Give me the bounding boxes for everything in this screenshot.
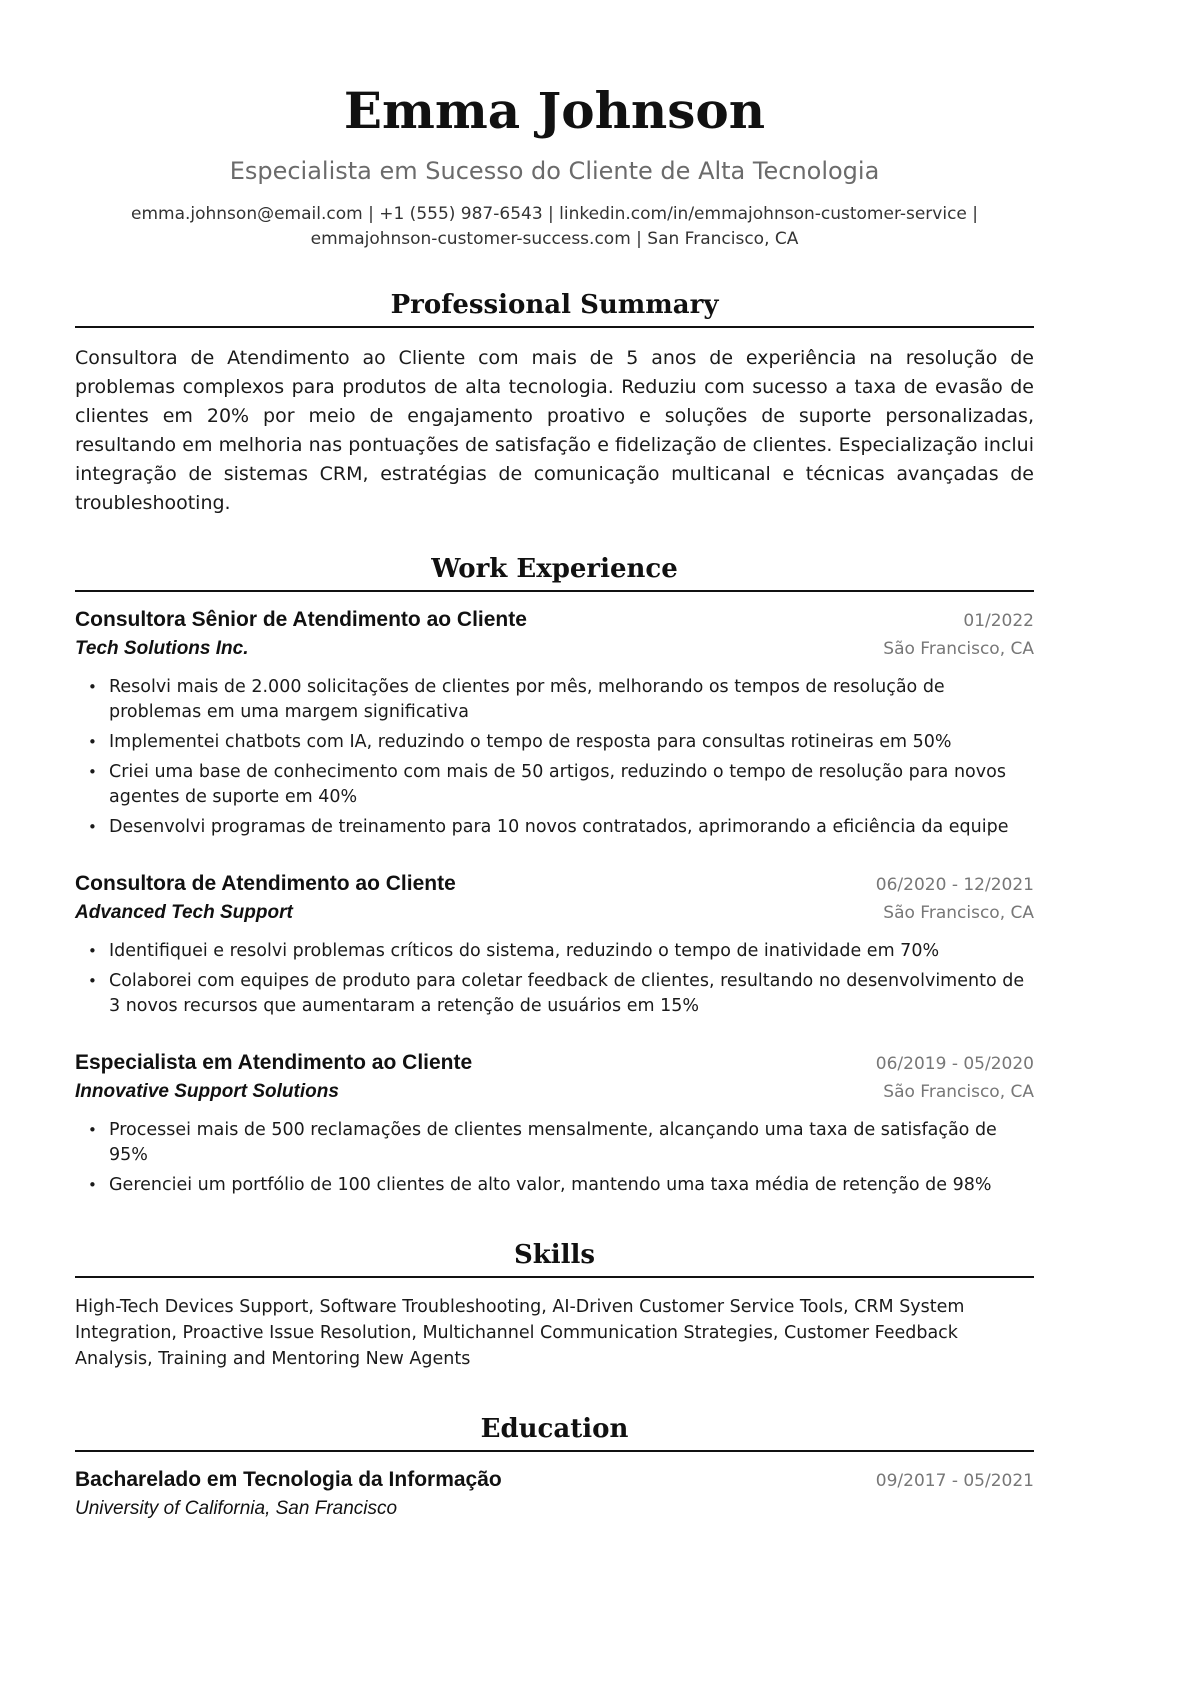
education-entry (75, 1466, 1034, 1523)
education-date: 09/2017 - 05/2021 (875, 1471, 1034, 1491)
job-bullet: • Criei uma base de conhecimento com mais de 50 artigos, reduzindo o tempo de resolução para novos agentes de suporte em 40% (75, 760, 1034, 810)
job-entry (75, 870, 1034, 1019)
candidate-headline: Especialista em Sucesso do Cliente de Alta Tecnologia (229, 157, 880, 185)
summary-text: Consultora de Atendimento ao Cliente com mais de 5 anos de experiência na resolução de problemas complexos para produtos de alta tecnologia. Reduziu com sucesso a taxa de evasão de clientes em 20% por meio de engajamento proativo e soluções de suporte personalizadas, resultando em melhoria nas pontuações de satisfação e fidelização de clientes. Especialização inclui integração de sistemas CRM, estratégias de comunicação multicanal e técnicas avançadas de troubleshooting. (75, 347, 1034, 514)
contact-line: emmajohnson-customer-success.com | San Francisco, CA (310, 229, 799, 249)
job-bullet: • Desenvolvi programas de treinamento para 10 novos contratados, aprimorando a eficiência da equipe (75, 815, 1034, 840)
section-title: Skills (75, 1238, 1034, 1278)
job-bullets (75, 939, 1034, 1019)
job-header (75, 1049, 1034, 1078)
job-title: Consultora Sênior de Atendimento ao Cliente (75, 608, 527, 631)
skills-text: High-Tech Devices Support, Software Troubleshooting, AI-Driven Customer Service Tools, CRM System Integration, Proactive Issue Resolution, Multichannel Communication Strategies, Customer Feedback Analysis, Training and Mentoring New Agents (75, 1297, 965, 1369)
skills-section (75, 1238, 1034, 1372)
company-name: Innovative Support Solutions (75, 1081, 339, 1102)
job-subheader (75, 899, 1034, 927)
job-location: São Francisco, CA (883, 903, 1034, 923)
resume-header (75, 78, 1034, 252)
summary-section (75, 288, 1034, 518)
job-entry (75, 1049, 1034, 1198)
job-date: 06/2019 - 05/2020 (875, 1054, 1034, 1074)
job-title: Especialista em Atendimento ao Cliente (75, 1051, 473, 1074)
section-title: Professional Summary (75, 288, 1034, 328)
candidate-name: Emma Johnson (343, 81, 766, 140)
job-bullets (75, 1118, 1034, 1198)
job-location: São Francisco, CA (883, 1082, 1034, 1102)
job-bullet: • Colaborei com equipes de produto para coletar feedback de clientes, resultando no desenvolvimento de 3 novos recursos que aumentaram a retenção de usuários em 15% (75, 969, 1034, 1019)
job-location: São Francisco, CA (883, 639, 1034, 659)
contact-line: emma.johnson@email.com | +1 (555) 987-6543 | linkedin.com/in/emmajohnson-customer-service | (130, 204, 979, 224)
company-name: Advanced Tech Support (75, 902, 293, 923)
job-bullet: • Gerenciei um portfólio de 100 clientes de alto valor, mantendo uma taxa média de retenção de 98% (75, 1173, 1034, 1198)
section-title: Education (75, 1412, 1034, 1452)
job-title: Consultora de Atendimento ao Cliente (75, 872, 456, 895)
job-date: 06/2020 - 12/2021 (875, 875, 1034, 895)
education-header (75, 1466, 1034, 1495)
education-section (75, 1412, 1034, 1523)
company-name: Tech Solutions Inc. (75, 638, 249, 659)
job-bullet: • Processei mais de 500 reclamações de clientes mensalmente, alcançando uma taxa de satisfação de 95% (75, 1118, 1034, 1168)
job-bullet: • Implementei chatbots com IA, reduzindo o tempo de resposta para consultas rotineiras em 50% (75, 730, 1034, 755)
job-date: 01/2022 (963, 611, 1034, 631)
section-title: Work Experience (75, 552, 1034, 592)
job-header (75, 870, 1034, 899)
job-bullets (75, 675, 1034, 840)
degree-name: Bacharelado em Tecnologia da Informação (75, 1468, 502, 1491)
job-subheader (75, 635, 1034, 663)
job-subheader (75, 1078, 1034, 1106)
work-experience-section (75, 552, 1034, 1198)
job-bullet: • Resolvi mais de 2.000 solicitações de clientes por mês, melhorando os tempos de resolução de problemas em uma margem significativa (75, 675, 1034, 725)
school-name: University of California, San Francisco (75, 1498, 398, 1519)
job-entry (75, 606, 1034, 840)
job-bullet: • Identifiquei e resolvi problemas críticos do sistema, reduzindo o tempo de inatividade em 70% (75, 939, 1034, 964)
contact-info (75, 202, 1034, 252)
job-header (75, 606, 1034, 635)
